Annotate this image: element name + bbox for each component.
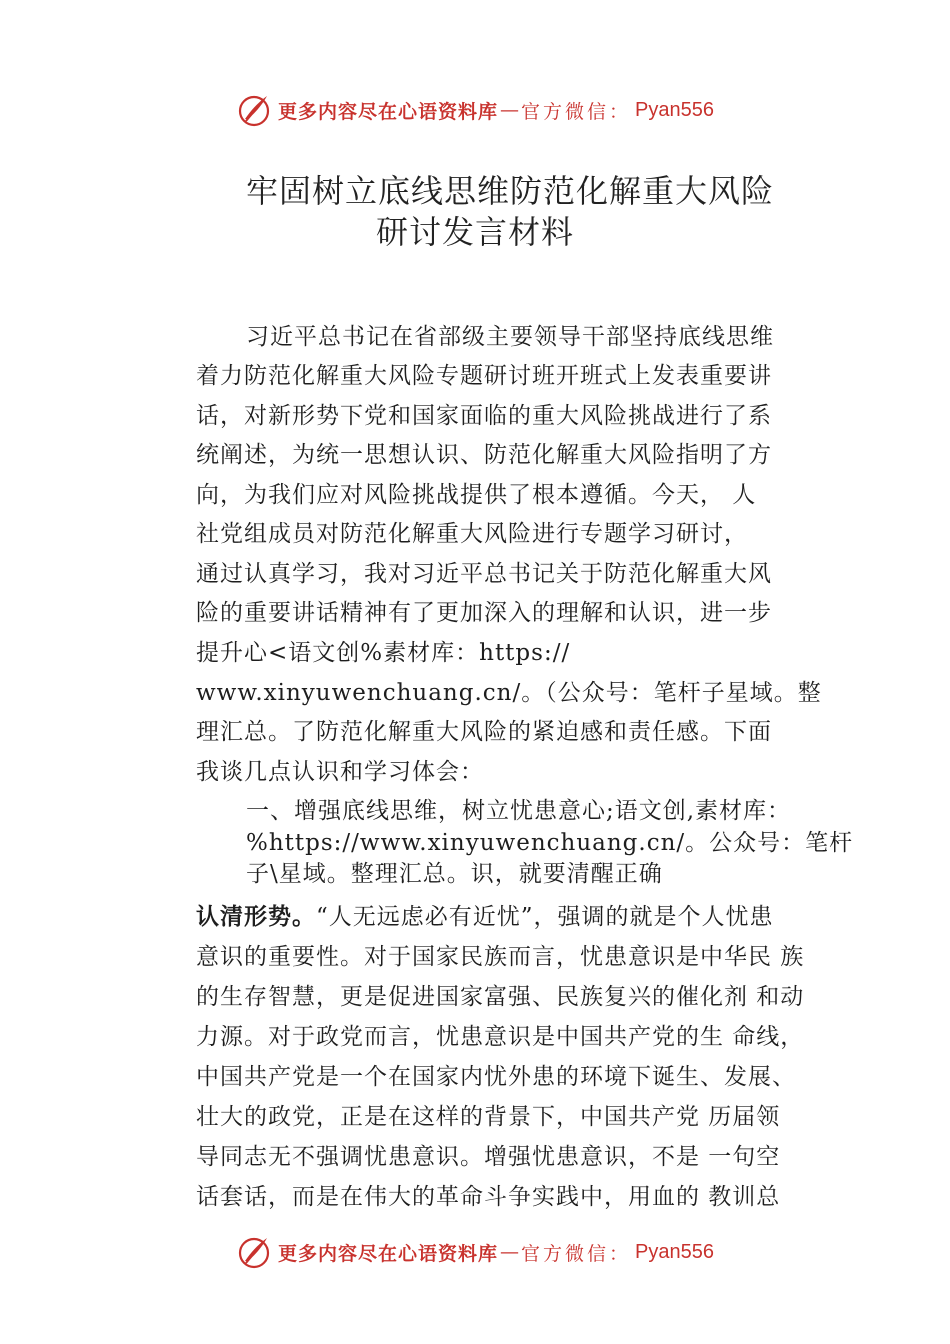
section-heading-line: %https://www.xinyuwenchuang.cn/。公众号：笔杆 xyxy=(246,830,854,856)
paragraph-line: 的生存智慧，更是促进国家富强、民族复兴的催化剂 和动 xyxy=(196,984,805,1010)
paragraph-line xyxy=(196,898,774,931)
banner-wechat-label: 官方微信： xyxy=(521,100,632,123)
paragraph-line: 话，对新形势下党和国家面临的重大风险挑战进行了系 xyxy=(196,403,772,429)
quill-logo-icon xyxy=(236,1234,272,1270)
paragraph-line: 理汇总。了防范化解重大风险的紧迫感和责任感。下面 xyxy=(196,719,772,745)
paragraph-line: 统阐述，为统一思想认识、防范化解重大风险指明了方 xyxy=(196,442,772,468)
section-heading-line: 子\星域。整理汇总。识，就要清醒正确 xyxy=(246,861,663,887)
bold-lead: 认清形势。 xyxy=(196,903,316,930)
paragraph-text: “人无远虑必有近忧”，强调的就是个人忧患 xyxy=(316,904,774,930)
paragraph-line: 通过认真学习，我对习近平总书记关于防范化解重大风 xyxy=(196,561,772,587)
document-title-line2: 研讨发言材料 xyxy=(375,213,574,251)
paragraph-line: 社党组成员对防范化解重大风险进行专题学习研讨， xyxy=(196,521,748,547)
section-heading-line: 一、增强底线思维，树立忧患意心;语文创,素材库： xyxy=(246,798,792,824)
header-banner xyxy=(0,90,950,130)
paragraph-line: 着力防范化解重大风险专题研讨班开班式上发表重要讲 xyxy=(196,363,772,389)
paragraph-line: 壮大的政党，正是在这样的背景下，中国共产党 历届领 xyxy=(196,1104,781,1130)
banner-text: 更多内容尽在心语资料库 xyxy=(278,100,499,123)
banner-wechat-id: Pyan556 xyxy=(635,1240,714,1263)
banner-wechat-id: Pyan556 xyxy=(635,98,714,121)
paragraph-line: www.xinyuwenchuang.cn/。（公众号：笔杆子星域。整 xyxy=(196,680,822,706)
banner-wechat-label: 官方微信： xyxy=(521,1242,632,1265)
paragraph-line: 提升心<语文创%素材库：https:// xyxy=(196,640,571,666)
paragraph-line: 话套话，而是在伟大的革命斗争实践中，用血的 教训总 xyxy=(196,1184,781,1210)
banner-text: 更多内容尽在心语资料库 xyxy=(278,1242,499,1265)
paragraph-line: 我谈几点认识和学习体会： xyxy=(196,759,484,785)
banner-separator: — xyxy=(500,99,520,121)
quill-logo-icon xyxy=(236,92,272,128)
paragraph-line: 意识的重要性。对于国家民族而言，忧患意识是中华民 族 xyxy=(196,944,805,970)
paragraph-line: 险的重要讲话精神有了更加深入的理解和认识，进一步 xyxy=(196,600,772,626)
paragraph-line: 力源。对于政党而言，忧患意识是中国共产党的生 命线， xyxy=(196,1024,805,1050)
paragraph-line: 习近平总书记在省部级主要领导干部坚持底线思维 xyxy=(246,324,774,350)
banner-separator: — xyxy=(500,1241,520,1263)
paragraph-line: 导同志无不强调忧患意识。增强忧患意识，不是 一句空 xyxy=(196,1144,781,1170)
paragraph-line: 中国共产党是一个在国家内忧外患的环境下诞生、发展、 xyxy=(196,1064,796,1090)
document-title-line1: 牢固树立底线思维防范化解重大风险 xyxy=(245,172,774,210)
paragraph-line: 向，为我们应对风险挑战提供了根本遵循。今天， 人 xyxy=(196,482,757,508)
footer-banner xyxy=(0,1232,950,1272)
